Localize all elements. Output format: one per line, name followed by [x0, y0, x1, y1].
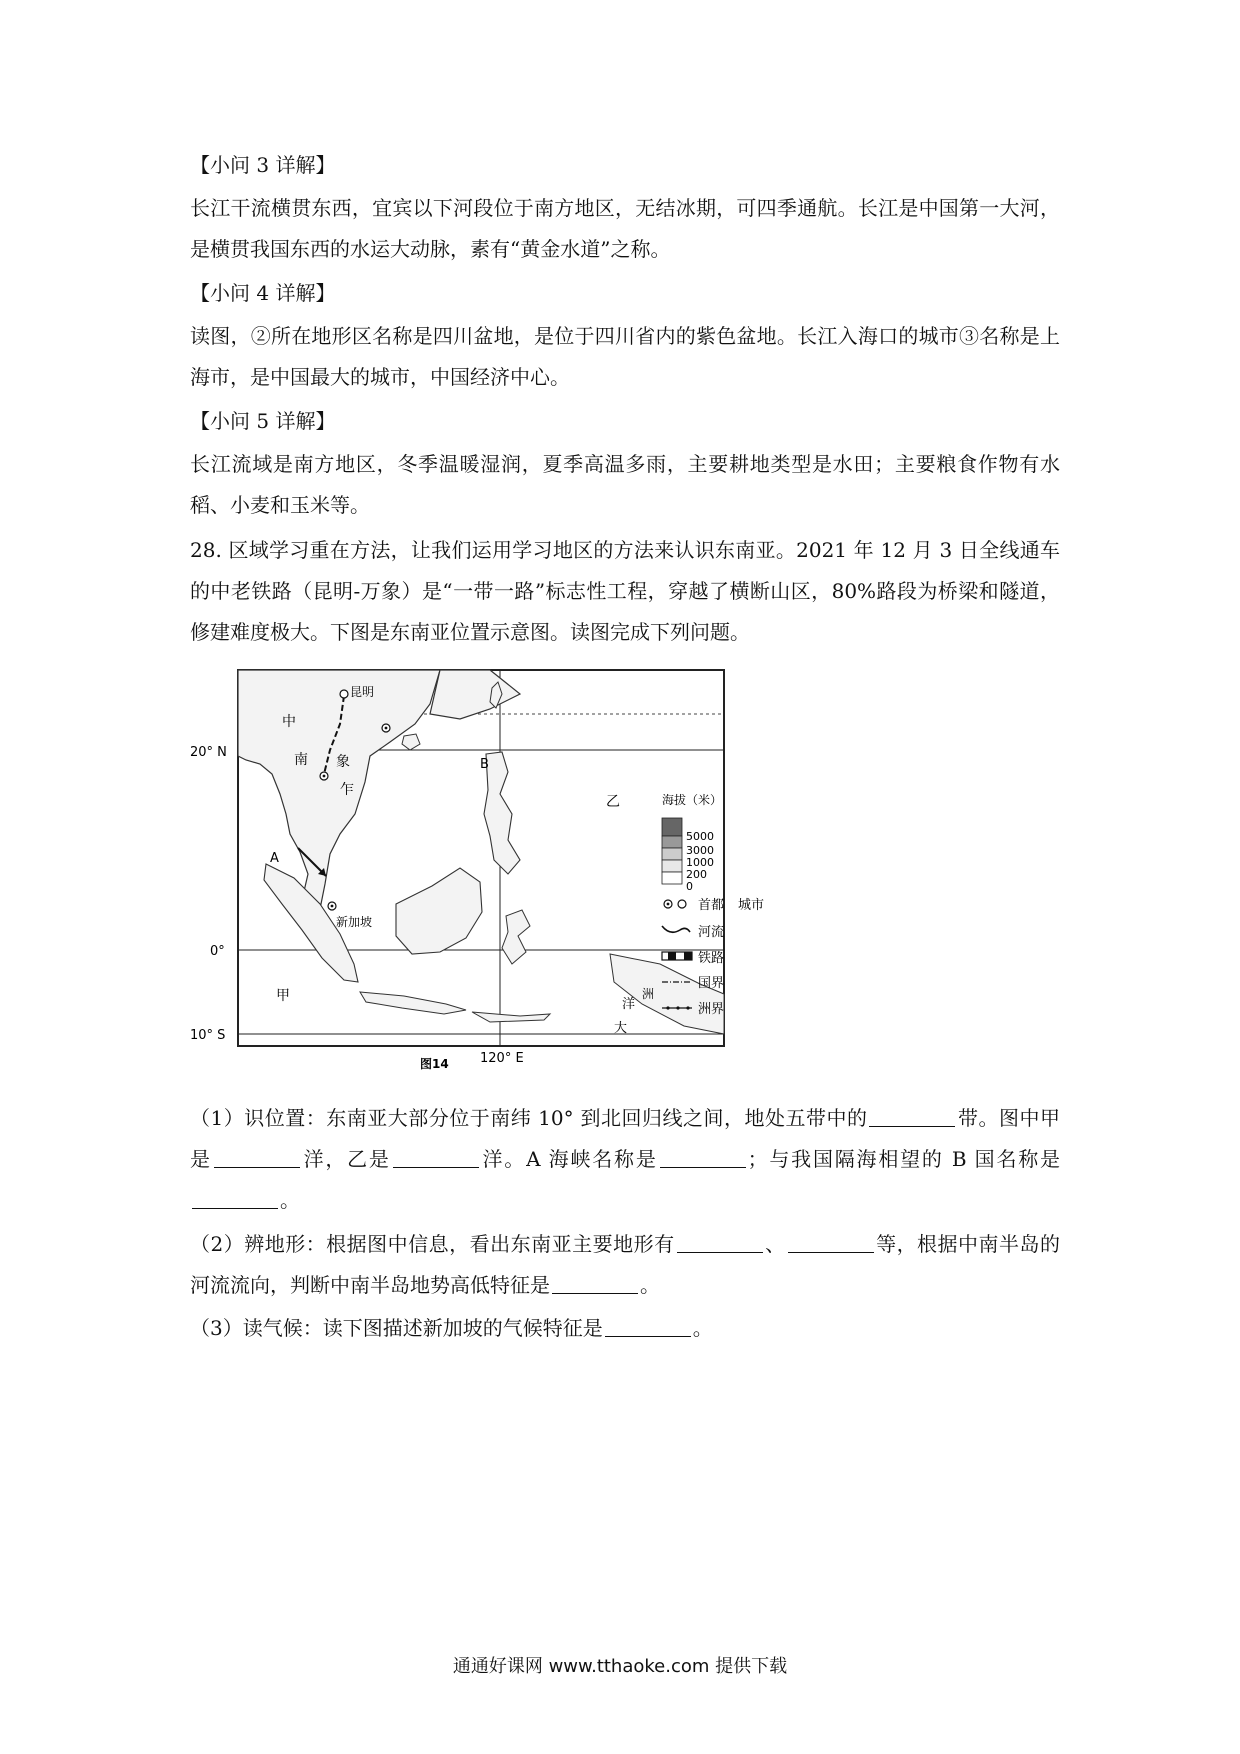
- legend-continent-border-tick-1: [666, 1006, 669, 1009]
- place-label-zhong: 中: [282, 714, 296, 730]
- southeast-asia-map: [190, 664, 900, 1070]
- legend-railway-icon-fill: [668, 952, 676, 960]
- legend-title: 海拔（米）: [662, 793, 723, 807]
- answer-blank-terrain-feature[interactable]: [552, 1271, 638, 1294]
- java-island: [360, 992, 466, 1014]
- q5-detail-body: 长江流域是南方地区，冬季温暖湿润，夏季高温多雨，主要耕地类型是水田；主要粮食作物有水稻、小麦和玉米等。: [190, 452, 1060, 517]
- place-label-zuo: 乍: [340, 782, 354, 798]
- answer-blank-country-b[interactable]: [192, 1186, 278, 1209]
- answer-blank-landform-2[interactable]: [788, 1230, 874, 1253]
- place-label-nan: 南: [294, 752, 308, 768]
- answer-blank-zone[interactable]: [869, 1104, 955, 1127]
- legend-swatch-5000: [662, 818, 682, 836]
- place-label-kunming: 昆明: [350, 685, 375, 699]
- q1-text-1: （1）识位置：东南亚大部分位于南纬 10° 到北回归线之间，地处五带中的: [190, 1106, 868, 1130]
- answer-blank-jia-ocean[interactable]: [214, 1145, 300, 1168]
- legend-city-icon: [678, 900, 686, 908]
- q1-text-7: 是: [1040, 1147, 1061, 1171]
- lat-label-equator: 0°: [210, 944, 225, 959]
- map-caption: 图14: [420, 1057, 449, 1070]
- place-label-jia: 甲: [276, 988, 290, 1004]
- vientiane-capital-dot: [323, 775, 326, 778]
- legend-railway-label: 铁路: [698, 951, 725, 966]
- legend-elevation-200: 200: [686, 868, 707, 881]
- place-label-country-b: B: [480, 757, 489, 772]
- singapore-capital-dot: [331, 905, 334, 908]
- q3-detail-header: 【小问 3 详解】: [190, 153, 336, 177]
- place-label-zhou: 洲: [642, 987, 655, 1001]
- legend-railway-icon-fill-2: [684, 952, 692, 960]
- q3-detail-body: 长江干流横贯东西，宜宾以下河段位于南方地区，无结冰期，可四季通航。长江是中国第一大河，是横贯我国东西的水运大动脉，素有“黄金水道”之称。: [190, 196, 1060, 261]
- legend-city-label: 城市: [738, 898, 765, 913]
- legend-continent-border-tick-2: [676, 1006, 679, 1009]
- legend-national-border-label: 国界: [698, 976, 725, 991]
- legend-continent-border-tick-3: [686, 1006, 689, 1009]
- lon-label-120e: 120° E: [480, 1051, 524, 1066]
- q2-text-1: （2）辨地形：根据图中信息，看出东南亚主要地形有: [190, 1232, 675, 1256]
- question-1: [190, 1098, 1060, 1221]
- south-china-coast: [430, 670, 520, 719]
- place-label-strait-a: A: [270, 851, 279, 866]
- legend-elevation-1000: 1000: [686, 856, 714, 869]
- q4-detail-body: 读图，②所在地形区名称是四川盆地，是位于四川省内的紫色盆地。长江入海口的城市③名称是上海市，是中国最大的城市，中国经济中心。: [190, 324, 1060, 389]
- sulawesi-island: [502, 910, 530, 964]
- page-footer: 通通好课网 www.tthaoke.com 提供下载: [452, 1656, 788, 1677]
- q3-text-1: （3）读气候：读下图描述新加坡的气候特征是: [190, 1316, 603, 1340]
- lesser-sunda-islands: [472, 1012, 550, 1022]
- q2-text-2: 、: [764, 1232, 786, 1256]
- hainan-island: [402, 734, 420, 750]
- q1-text-5: 洋。A 海峡名称是: [480, 1147, 658, 1171]
- legend-capital-label: 首都: [698, 898, 725, 913]
- place-label-yang: 洋: [622, 997, 636, 1012]
- legend-continent-border-label: 洲界: [698, 1002, 725, 1017]
- answer-blank-landform-1[interactable]: [677, 1230, 763, 1253]
- question-28-text: 28. 区域学习重在方法，让我们运用学习地区的方法来认识东南亚。2021 年 12 月 3 日全线通车的中老铁路（昆明-万象）是“一带一路”标志性工程，穿越了横断山区，80%路段为桥梁和隧道，修建难度极大。下图是东南亚位置示意图。读图完成下列问题。: [190, 538, 1060, 644]
- legend-swatch-3000: [662, 836, 682, 848]
- legend-river-label: 河流: [698, 925, 725, 940]
- q2-text-3: 等，根据中南半: [875, 1232, 1020, 1256]
- q2-text-5: 。: [640, 1273, 660, 1297]
- q1-text-6: ；与我国隔海相望的 B 国名称: [747, 1147, 1041, 1171]
- q1-text-4: 洋，乙是: [301, 1147, 391, 1171]
- legend-capital-icon-dot: [667, 903, 670, 906]
- answer-blank-strait-a[interactable]: [660, 1145, 746, 1168]
- q1-text-8: 。: [280, 1188, 300, 1212]
- q1-text-2: 带。图: [957, 1106, 1020, 1130]
- lat-label-20n: 20° N: [190, 745, 227, 760]
- q4-detail-header: 【小问 4 详解】: [190, 281, 336, 305]
- legend-swatch-200: [662, 860, 682, 872]
- question-3: [190, 1308, 1060, 1349]
- legend-swatch-0: [662, 872, 682, 884]
- question-2: [190, 1224, 1060, 1306]
- place-label-xiang: 象: [336, 754, 350, 770]
- legend-elevation-0: 0: [686, 880, 693, 893]
- legend-swatch-1000: [662, 848, 682, 860]
- legend-elevation-5000: 5000: [686, 830, 714, 843]
- q5-detail-header: 【小问 5 详解】: [190, 409, 336, 433]
- q1-text-3: 中甲是: [190, 1106, 1061, 1171]
- philippines-islands: [484, 752, 520, 874]
- q3-text-2: 。: [692, 1316, 713, 1340]
- new-guinea-island: [610, 954, 724, 1034]
- place-label-yi: 乙: [606, 794, 620, 810]
- q2-text-4: 岛的河流流向，判断中南半岛地势高低特征是: [190, 1232, 1061, 1297]
- answer-blank-yi-ocean[interactable]: [393, 1145, 479, 1168]
- lat-label-10s: 10° S: [190, 1028, 226, 1043]
- place-label-singapore: 新加坡: [336, 915, 373, 929]
- place-label-da: 大: [614, 1021, 628, 1036]
- legend-river-icon: [662, 926, 690, 932]
- borneo-island: [396, 868, 482, 954]
- legend-elevation-3000: 3000: [686, 844, 714, 857]
- hanoi-capital-dot: [385, 727, 388, 730]
- kunming-city-marker: [340, 690, 348, 698]
- answer-blank-climate[interactable]: [605, 1314, 691, 1337]
